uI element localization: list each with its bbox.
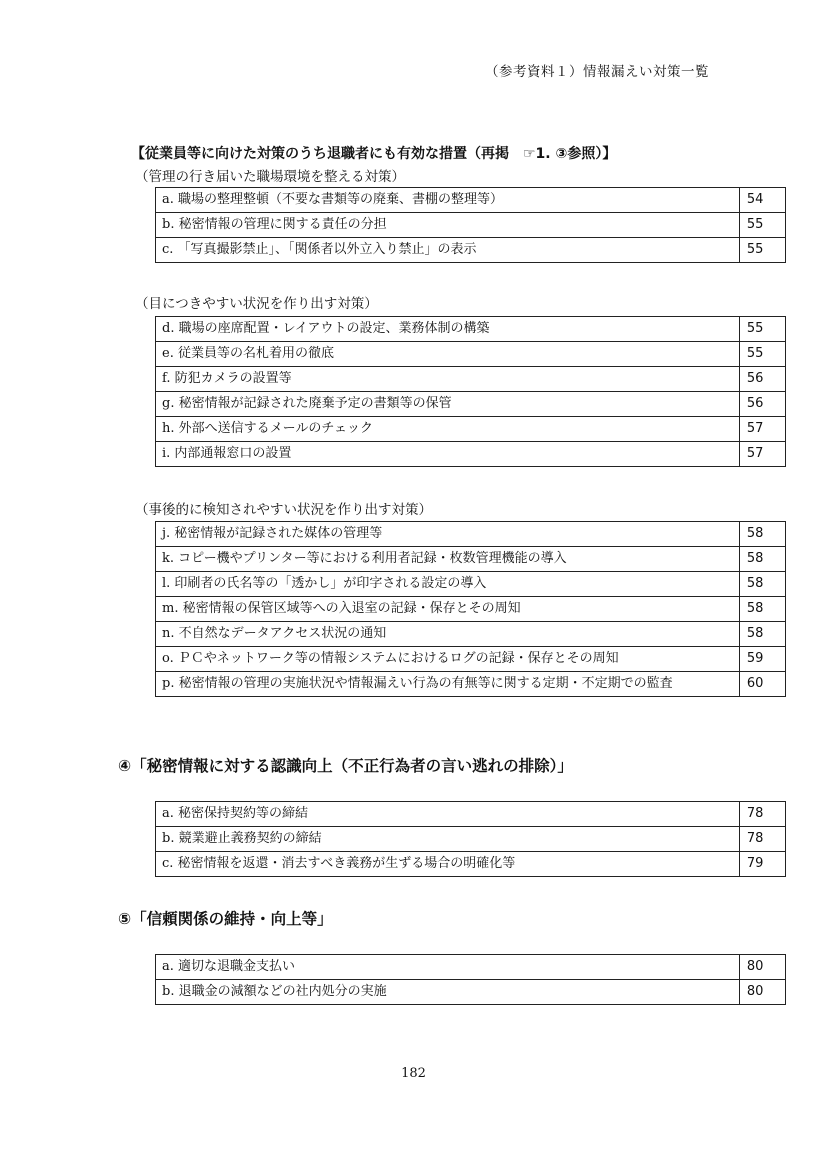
table-row bbox=[156, 342, 786, 367]
group1-title: （管理の行き届いた職場環境を整える対策） bbox=[135, 169, 405, 185]
group2-table bbox=[155, 316, 786, 467]
section-main-title: 【従業員等に向けた対策のうち退職者にも有効な措置（再掲 ☞1. ③参照）】 bbox=[131, 146, 617, 162]
document-header: （参考資料１）情報漏えい対策一覧 bbox=[485, 64, 709, 80]
table-row bbox=[156, 980, 786, 1005]
table-row bbox=[156, 367, 786, 392]
table-row bbox=[156, 188, 786, 213]
row-page: 56 bbox=[739, 367, 785, 392]
row-page: 78 bbox=[739, 802, 785, 827]
table-row bbox=[156, 238, 786, 263]
row-label: a. 秘密保持契約等の締結 bbox=[156, 802, 740, 827]
row-label: b. 競業避止義務契約の締結 bbox=[156, 827, 740, 852]
table-row bbox=[156, 852, 786, 877]
table-row bbox=[156, 622, 786, 647]
row-label: c. 秘密情報を返還・消去すべき義務が生ずる場合の明確化等 bbox=[156, 852, 740, 877]
row-page: 80 bbox=[739, 980, 785, 1005]
group1-table bbox=[155, 187, 786, 263]
row-page: 55 bbox=[739, 238, 785, 263]
table-row bbox=[156, 802, 786, 827]
row-label: l. 印刷者の氏名等の「透かし」が印字される設定の導入 bbox=[156, 572, 740, 597]
table-row bbox=[156, 955, 786, 980]
table-row bbox=[156, 572, 786, 597]
table-row bbox=[156, 392, 786, 417]
group3-title: （事後的に検知されやすい状況を作り出す対策） bbox=[135, 502, 432, 518]
table-row bbox=[156, 442, 786, 467]
page-number: 182 bbox=[401, 1066, 426, 1081]
table-row bbox=[156, 417, 786, 442]
row-label: h. 外部へ送信するメールのチェック bbox=[156, 417, 740, 442]
row-page: 55 bbox=[739, 317, 785, 342]
section4-title: ④「秘密情報に対する認識向上（不正行為者の言い逃れの排除）」 bbox=[118, 757, 573, 775]
group3-table bbox=[155, 521, 786, 697]
row-page: 58 bbox=[739, 597, 785, 622]
row-page: 54 bbox=[739, 188, 785, 213]
row-page: 57 bbox=[739, 417, 785, 442]
row-label: f. 防犯カメラの設置等 bbox=[156, 367, 740, 392]
row-page: 78 bbox=[739, 827, 785, 852]
table-row bbox=[156, 547, 786, 572]
row-label: o. ＰＣやネットワーク等の情報システムにおけるログの記録・保存とその周知 bbox=[156, 647, 740, 672]
row-page: 55 bbox=[739, 213, 785, 238]
table-row bbox=[156, 213, 786, 238]
table-row bbox=[156, 317, 786, 342]
row-page: 79 bbox=[739, 852, 785, 877]
row-label: a. 適切な退職金支払い bbox=[156, 955, 740, 980]
row-label: p. 秘密情報の管理の実施状況や情報漏えい行為の有無等に関する定期・不定期での監査 bbox=[156, 672, 740, 697]
row-label: m. 秘密情報の保管区域等への入退室の記録・保存とその周知 bbox=[156, 597, 740, 622]
table-row bbox=[156, 597, 786, 622]
row-label: n. 不自然なデータアクセス状況の通知 bbox=[156, 622, 740, 647]
row-page: 57 bbox=[739, 442, 785, 467]
table-row bbox=[156, 672, 786, 697]
row-page: 56 bbox=[739, 392, 785, 417]
row-label: a. 職場の整理整頓（不要な書類等の廃棄、書棚の整理等） bbox=[156, 188, 740, 213]
section5-table bbox=[155, 954, 786, 1005]
row-page: 58 bbox=[739, 622, 785, 647]
row-label: d. 職場の座席配置・レイアウトの設定、業務体制の構築 bbox=[156, 317, 740, 342]
row-page: 60 bbox=[739, 672, 785, 697]
row-label: k. コピー機やプリンター等における利用者記録・枚数管理機能の導入 bbox=[156, 547, 740, 572]
row-label: j. 秘密情報が記録された媒体の管理等 bbox=[156, 522, 740, 547]
row-label: b. 秘密情報の管理に関する責任の分担 bbox=[156, 213, 740, 238]
row-label: b. 退職金の減額などの社内処分の実施 bbox=[156, 980, 740, 1005]
section4-table bbox=[155, 801, 786, 877]
row-label: e. 従業員等の名札着用の徹底 bbox=[156, 342, 740, 367]
row-page: 55 bbox=[739, 342, 785, 367]
row-label: i. 内部通報窓口の設置 bbox=[156, 442, 740, 467]
row-page: 59 bbox=[739, 647, 785, 672]
row-label: g. 秘密情報が記録された廃棄予定の書類等の保管 bbox=[156, 392, 740, 417]
row-label: c. 「写真撮影禁止」、「関係者以外立入り禁止」の表示 bbox=[156, 238, 740, 263]
section5-title: ⑤「信頼関係の維持・向上等」 bbox=[118, 910, 333, 928]
table-row bbox=[156, 647, 786, 672]
row-page: 80 bbox=[739, 955, 785, 980]
row-page: 58 bbox=[739, 522, 785, 547]
table-row bbox=[156, 827, 786, 852]
table-row bbox=[156, 522, 786, 547]
row-page: 58 bbox=[739, 547, 785, 572]
group2-title: （目につきやすい状況を作り出す対策） bbox=[135, 296, 378, 312]
row-page: 58 bbox=[739, 572, 785, 597]
